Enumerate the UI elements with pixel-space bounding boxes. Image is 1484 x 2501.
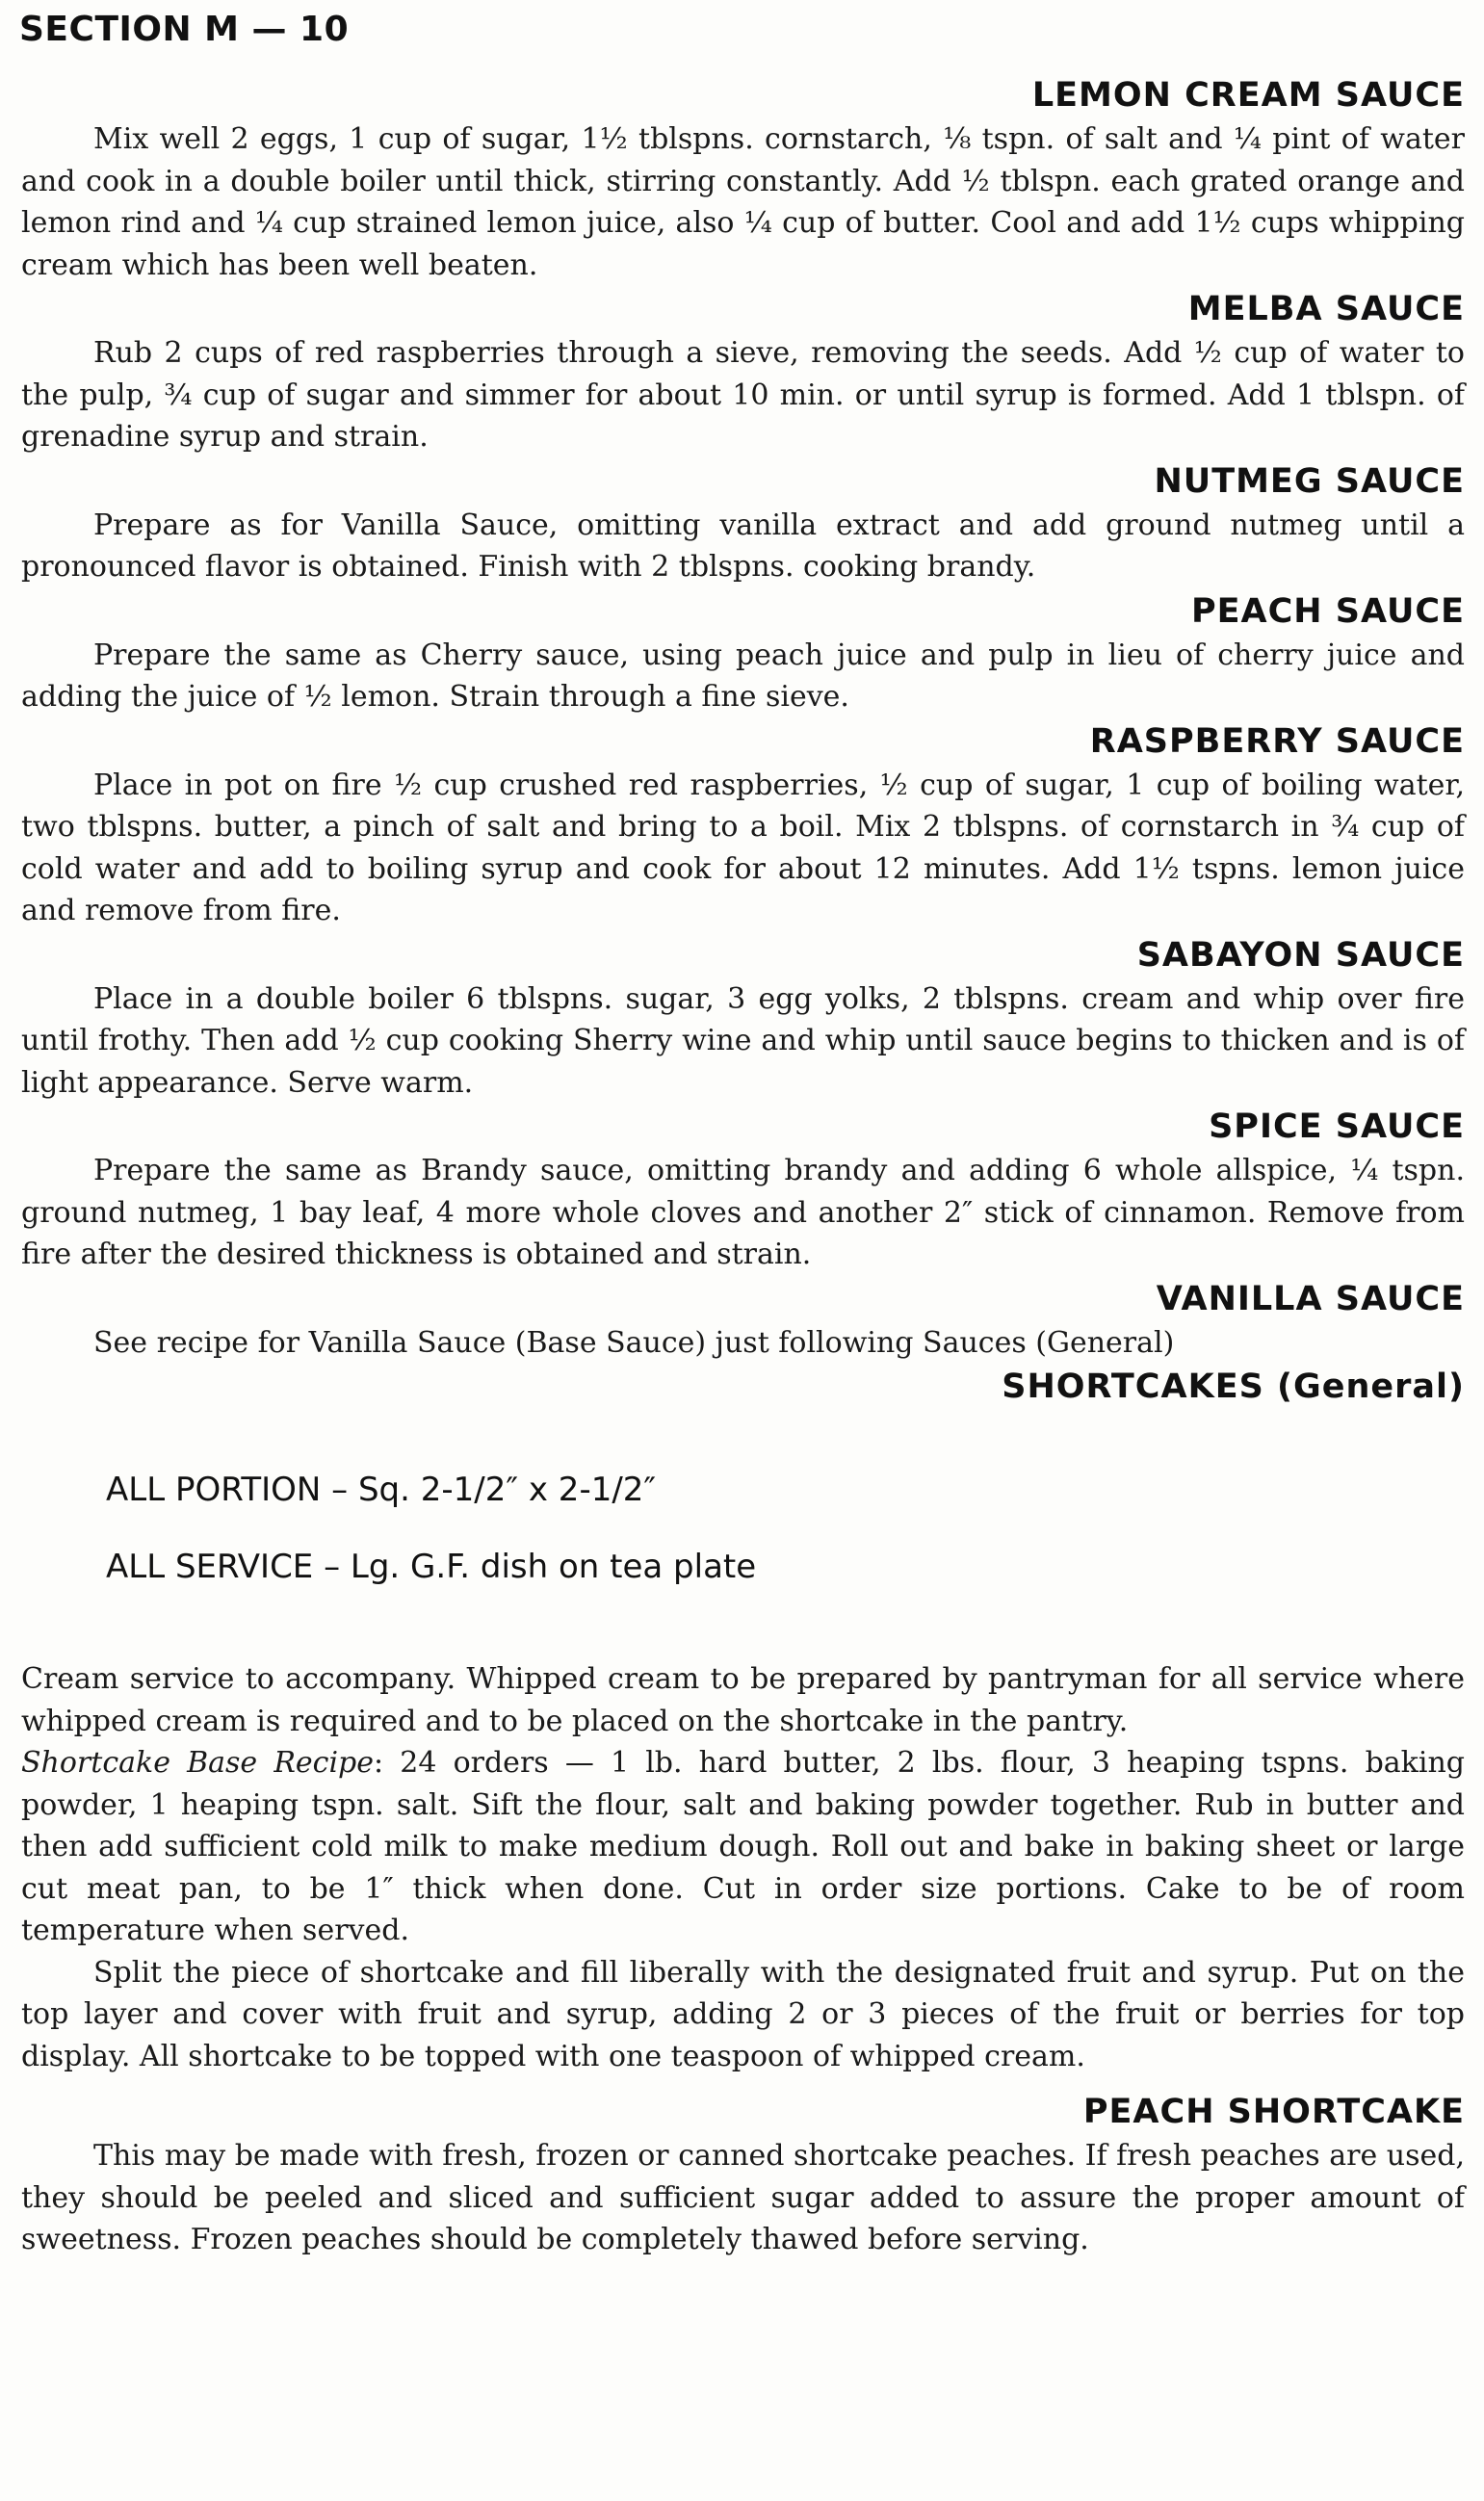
service-line: ALL SERVICE – Lg. G.F. dish on tea plate xyxy=(106,1548,757,1586)
recipe-title: MELBA SAUCE xyxy=(1187,290,1465,328)
recipe-title: PEACH SHORTCAKE xyxy=(1082,2093,1465,2131)
cream-service-text: Cream service to accompany. Whipped cream to be prepared by pantryman for all service where whipped cream is required and to be placed on the shortcake in the pantry. xyxy=(21,1662,1465,1738)
recipe-text: Mix well 2 eggs, 1 cup of sugar, 1½ tblspns. cornstarch, ⅛ tspn. of salt and ¼ pint of water and cook in a double boiler until thick, stirring constantly. Add ½ tblspn. each grated orange and lemon rind and ¼ cup strained lemon juice, also ¼ cup of butter. Cool and add 1½ cups whipping cream which has been well beaten. xyxy=(21,122,1465,282)
recipe-text: Place in pot on fire ½ cup crushed red raspberries, ½ cup of sugar, 1 cup of boiling water, two tblspns. butter, a pinch of salt and bring to a boil. Mix 2 tblspns. of cornstarch in ¾ cup of cold water and add to boiling syrup and cook for about 12 minutes. Add 1½ tspns. lemon juice and remove from fire. xyxy=(21,768,1465,927)
recipe-text: This may be made with fresh, frozen or canned shortcake peaches. If fresh peaches are used, they should be peeled and sliced and sufficient sugar added to assure the proper amount of sweetness. Frozen peaches should be completely thawed before serving. xyxy=(21,2139,1465,2256)
recipe-raspberry-sauce xyxy=(21,718,1465,932)
recipe-title: SHORTCAKES (General) xyxy=(1002,1368,1465,1406)
portion-line: ALL PORTION – Sq. 2-1/2″ x 2-1/2″ xyxy=(106,1471,657,1509)
recipe-text: See recipe for Vanilla Sauce (Base Sauce) just following Sauces (General) xyxy=(93,1325,1175,1360)
recipe-text: Prepare as for Vanilla Sauce, omitting vanilla extract and add ground nutmeg until a pronounced flavor is obtained. Finish with 2 tblspns. cooking brandy. xyxy=(21,508,1465,584)
recipe-title: PEACH SAUCE xyxy=(1190,591,1465,631)
recipe-peach-sauce xyxy=(21,588,1465,718)
recipe-shortcakes-general xyxy=(21,1364,1465,2077)
section-header: SECTION M — 10 xyxy=(19,10,350,49)
shortcake-base-recipe xyxy=(21,1742,1465,1952)
recipe-lemon-cream-sauce xyxy=(21,72,1465,286)
recipe-title: LEMON CREAM SAUCE xyxy=(1031,76,1465,115)
split-instructions-text: Split the piece of shortcake and fill liberally with the designated fruit and syrup. Put on the top layer and cover with fruit and syrup, adding 2 or 3 pieces of the fruit or berries for top display. All shortcake to be topped with one teaspoon of whipped cream. xyxy=(21,1955,1465,2073)
recipe-spice-sauce xyxy=(21,1104,1465,1276)
recipe-title: VANILLA SAUCE xyxy=(1156,1279,1465,1318)
recipe-sabayon-sauce xyxy=(21,932,1465,1105)
recipe-vanilla-sauce xyxy=(21,1276,1465,1365)
recipe-text: Rub 2 cups of red raspberries through a sieve, removing the seeds. Add ½ cup of water to the pulp, ¾ cup of sugar and simmer for about 10 min. or until syrup is formed. Add 1 tblspn. of grenadine syrup and strain. xyxy=(21,336,1465,454)
recipe-title: SABAYON SAUCE xyxy=(1136,935,1465,975)
base-recipe-text: : 24 orders — 1 lb. hard butter, 2 lbs. flour, 3 heaping tspns. baking powder, 1 heaping tspn. salt. Sift the flour, salt and baking powder together. Rub in butter and then add sufficient cold milk to make medium dough. Roll out and bake in baking sheet or large cut meat pan, to be 1″ thick when done. Cut in order size portions. Cake to be of room temperature when served. xyxy=(21,1746,1465,1947)
recipe-title: RASPBERRY SAUCE xyxy=(1089,721,1465,761)
base-recipe-label: Shortcake Base Recipe xyxy=(21,1746,375,1780)
recipe-nutmeg-sauce xyxy=(21,458,1465,588)
page-content xyxy=(21,72,1465,2261)
recipe-melba-sauce xyxy=(21,286,1465,458)
recipe-peach-shortcake xyxy=(21,2089,1465,2261)
recipe-title: SPICE SAUCE xyxy=(1209,1107,1465,1146)
recipe-text: Prepare the same as Cherry sauce, using peach juice and pulp in lieu of cherry juice and adding the juice of ½ lemon. Strain through a fine sieve. xyxy=(21,638,1465,714)
recipe-text: Place in a double boiler 6 tblspns. sugar, 3 egg yolks, 2 tblspns. cream and whip over fire until frothy. Then add ½ cup cooking Sherry wine and whip until sauce begins to thicken and is of light appearance. Serve warm. xyxy=(21,981,1465,1100)
recipe-text: Prepare the same as Brandy sauce, omitting brandy and adding 6 whole allspice, ¼ tspn. ground nutmeg, 1 bay leaf, 4 more whole cloves and another 2″ stick of cinnamon. Remove from fire after the desired thickness is obtained and strain. xyxy=(21,1154,1465,1271)
recipe-title: NUTMEG SAUCE xyxy=(1154,461,1465,501)
